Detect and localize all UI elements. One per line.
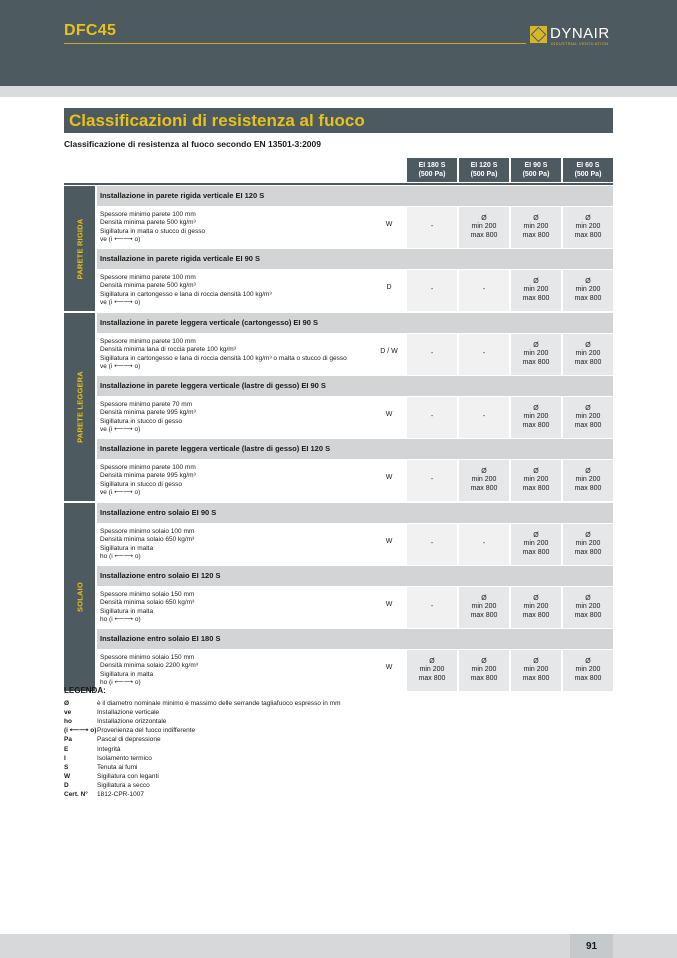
table-row bbox=[97, 270, 613, 311]
sealing-code: W bbox=[385, 474, 393, 481]
table-cell bbox=[459, 650, 509, 691]
row-description: Spessore minimo parete 100 mm Densità minima parete 500 kg/m³ Sigillatura in malta o stucco di gesso ve (i ⟵⟶ o) bbox=[100, 211, 206, 244]
cell-value: Ø min 200 max 800 bbox=[522, 594, 550, 619]
cell-value: - bbox=[482, 286, 486, 294]
cell-value: Ø min 200 max 800 bbox=[522, 341, 550, 366]
table-cell bbox=[563, 460, 613, 501]
table-cell bbox=[563, 397, 613, 438]
table-cell bbox=[563, 207, 613, 248]
column-header: EI 90 S (500 Pa) bbox=[511, 158, 561, 182]
table-cell bbox=[407, 334, 457, 375]
sealing-code: W bbox=[385, 538, 393, 545]
table-cell bbox=[563, 587, 613, 628]
column-header: EI 120 S (500 Pa) bbox=[459, 158, 509, 182]
table-cell bbox=[459, 524, 509, 565]
table-row bbox=[97, 207, 613, 248]
group-label-text: PARETE LEGGERA bbox=[75, 371, 84, 443]
table-cell bbox=[511, 207, 561, 248]
legend-key: (i ⟵⟶ o) bbox=[64, 727, 97, 735]
column-header: EI 60 S (500 Pa) bbox=[563, 158, 613, 182]
row-description: Spessore minimo parete 100 mm Densità minima parete 500 kg/m³ Sigillatura in cartongesso e lana di roccia densità 100 kg/m³ ve (i ⟵⟶ o) bbox=[100, 274, 272, 307]
legend-key: D bbox=[64, 781, 69, 789]
table-cell bbox=[563, 524, 613, 565]
legend-key: I bbox=[64, 754, 66, 762]
legend-key: ve bbox=[64, 709, 72, 717]
table-row bbox=[97, 587, 613, 628]
block-heading bbox=[97, 503, 613, 523]
brand-logo bbox=[530, 26, 620, 46]
block-heading-text: Installazione in parete rigida verticale EI 120 S bbox=[100, 191, 265, 200]
legend-text: Integrità bbox=[97, 745, 121, 753]
sealing-code: W bbox=[385, 664, 393, 671]
group-label-text: PARETE RIGIDA bbox=[75, 218, 84, 279]
legend-title: LEGENDA: bbox=[64, 686, 106, 695]
top-header-bar bbox=[0, 0, 677, 86]
cell-value: Ø min 200 max 800 bbox=[418, 657, 446, 682]
cell-value: Ø min 200 max 800 bbox=[522, 214, 550, 239]
legend-key: S bbox=[64, 763, 69, 771]
cell-value: Ø min 200 max 800 bbox=[522, 277, 550, 302]
legend-key: W bbox=[64, 772, 71, 780]
section-title-bar bbox=[64, 108, 613, 133]
block-heading bbox=[97, 313, 613, 333]
cell-value: Ø min 200 max 800 bbox=[522, 467, 550, 492]
section-title: Classificazioni di resistenza al fuoco bbox=[69, 111, 365, 130]
cell-value: - bbox=[482, 540, 486, 548]
block-heading bbox=[97, 249, 613, 269]
table-cell bbox=[511, 524, 561, 565]
legend-text: Isolamento termico bbox=[97, 754, 152, 762]
block-heading-text: Installazione entro solaio EI 90 S bbox=[100, 508, 217, 517]
row-description: Spessore minimo parete 100 mm Densità minima lana di roccia parete 100 kg/m³ Sigillatura in cartongesso e lana di roccia densità 100 kg/m³ o malta o stucco di gesso ve (i ⟵⟶ o) bbox=[100, 338, 347, 371]
cell-value: - bbox=[430, 223, 434, 231]
block-heading-text: Installazione entro solaio EI 180 S bbox=[100, 634, 221, 643]
table-cell bbox=[407, 650, 457, 691]
cell-value: Ø min 200 max 800 bbox=[574, 657, 602, 682]
block-heading bbox=[97, 629, 613, 649]
row-description: Spessore minimo parete 70 mm Densità minima parete 995 kg/m³ Sigillatura in stucco di gesso ve (i ⟵⟶ o) bbox=[100, 401, 196, 434]
legend-text: Sigillatura a secco bbox=[97, 781, 150, 789]
legend-key: Pa bbox=[64, 736, 72, 744]
section-subtitle: Classificazione di resistenza al fuoco secondo EN 13501-3:2009 bbox=[64, 139, 321, 149]
table-cell bbox=[511, 587, 561, 628]
row-description: Spessore minimo solaio 150 mm Densità minima solaio 650 kg/m³ Sigillatura in malta ho (i ⟵⟶ o) bbox=[100, 591, 195, 624]
cell-value: - bbox=[430, 476, 434, 484]
cell-value: - bbox=[430, 286, 434, 294]
sealing-code: W bbox=[385, 601, 393, 608]
cell-value: Ø min 200 max 800 bbox=[574, 404, 602, 429]
table-cell bbox=[407, 207, 457, 248]
table-cell bbox=[563, 270, 613, 311]
header-rule bbox=[64, 183, 613, 185]
table-cell bbox=[459, 397, 509, 438]
cell-value: Ø min 200 max 800 bbox=[574, 341, 602, 366]
block-heading-text: Installazione entro solaio EI 120 S bbox=[100, 571, 221, 580]
sealing-code: D / W bbox=[380, 348, 398, 355]
group-side-label bbox=[64, 313, 95, 501]
table-cell bbox=[511, 460, 561, 501]
column-header: EI 180 S (500 Pa) bbox=[407, 158, 457, 182]
cell-value: Ø min 200 max 800 bbox=[574, 594, 602, 619]
block-heading bbox=[97, 566, 613, 586]
legend-text: Tenuta ai fumi bbox=[97, 763, 138, 771]
table-cell bbox=[511, 397, 561, 438]
table-cell bbox=[511, 334, 561, 375]
table-row bbox=[97, 397, 613, 438]
table-cell bbox=[407, 587, 457, 628]
cell-value: Ø min 200 max 800 bbox=[522, 404, 550, 429]
group-side-label bbox=[64, 186, 95, 311]
block-heading-text: Installazione in parete leggera verticale (cartongesso) EI 90 S bbox=[100, 318, 318, 327]
block-heading bbox=[97, 186, 613, 206]
cell-value: Ø min 200 max 800 bbox=[574, 214, 602, 239]
cell-value: Ø min 200 max 800 bbox=[470, 467, 498, 492]
cell-value: - bbox=[430, 540, 434, 548]
table-cell bbox=[459, 270, 509, 311]
legend-text: 1812-CPR-1007 bbox=[97, 791, 144, 798]
row-description: Spessore minimo solaio 150 mm Densità minima solaio 2200 kg/m³ Sigillatura in malta ho (i ⟵⟶ o) bbox=[100, 654, 198, 687]
block-heading-text: Installazione in parete rigida verticale EI 90 S bbox=[100, 254, 261, 263]
legend-text: Installazione verticale bbox=[97, 709, 160, 717]
table-cell bbox=[407, 524, 457, 565]
block-heading-text: Installazione in parete leggera verticale (lastre di gesso) EI 120 S bbox=[100, 444, 331, 453]
table-cell bbox=[459, 207, 509, 248]
legend-key: ho bbox=[64, 718, 72, 726]
table-cell bbox=[459, 460, 509, 501]
group-label-text: SOLAIO bbox=[75, 582, 84, 612]
table-cell bbox=[563, 334, 613, 375]
cell-value: - bbox=[430, 350, 434, 358]
group-side-label bbox=[64, 503, 95, 691]
table-cell bbox=[459, 587, 509, 628]
logo-subtext: INDUSTRIAL VENTILATION bbox=[551, 41, 609, 46]
table-cell bbox=[407, 397, 457, 438]
row-description: Spessore minimo parete 100 mm Densità minima parete 995 kg/m³ Sigillatura in stucco di gesso ve (i ⟵⟶ o) bbox=[100, 464, 196, 497]
sealing-code: W bbox=[385, 411, 393, 418]
cell-value: - bbox=[482, 350, 486, 358]
table-cell bbox=[511, 270, 561, 311]
legend-key: E bbox=[64, 745, 69, 753]
table-cell bbox=[563, 650, 613, 691]
table-row bbox=[97, 524, 613, 565]
table-row bbox=[97, 460, 613, 501]
block-heading bbox=[97, 439, 613, 459]
legend-key: Cert. N° bbox=[64, 791, 88, 798]
page-number: 91 bbox=[585, 941, 598, 952]
legend-text: Provenienza del fuoco indifferente bbox=[97, 727, 196, 735]
product-code: DFC45 bbox=[64, 22, 117, 39]
table-cell bbox=[407, 460, 457, 501]
table-cell bbox=[459, 334, 509, 375]
legend-text: Sigillatura con leganti bbox=[97, 772, 159, 780]
table-row bbox=[97, 334, 613, 375]
sealing-code: D bbox=[386, 284, 392, 291]
cell-value: Ø min 200 max 800 bbox=[574, 277, 602, 302]
logo-mark-icon bbox=[530, 26, 547, 43]
cell-value: - bbox=[430, 413, 434, 421]
cell-value: Ø min 200 max 800 bbox=[470, 214, 498, 239]
sealing-code: W bbox=[385, 221, 393, 228]
table-row bbox=[97, 650, 613, 691]
table-cell bbox=[511, 650, 561, 691]
block-heading bbox=[97, 376, 613, 396]
block-heading-text: Installazione in parete leggera verticale (lastre di gesso) EI 90 S bbox=[100, 381, 326, 390]
cell-value: Ø min 200 max 800 bbox=[574, 531, 602, 556]
cell-value: Ø min 200 max 800 bbox=[470, 657, 498, 682]
legend-text: Pascal di depressione bbox=[97, 736, 161, 744]
cell-value: - bbox=[482, 413, 486, 421]
cell-value: - bbox=[430, 603, 434, 611]
legend-key: Ø bbox=[64, 700, 70, 707]
page-number-box bbox=[570, 934, 613, 958]
cell-value: Ø min 200 max 800 bbox=[522, 531, 550, 556]
cell-value: Ø min 200 max 800 bbox=[574, 467, 602, 492]
logo-wordmark: DYNAIR bbox=[550, 25, 610, 42]
row-description: Spessore minimo solaio 100 mm Densità minima solaio 650 kg/m³ Sigillatura in malta ho (i ⟵⟶ o) bbox=[100, 528, 195, 561]
cell-value: Ø min 200 max 800 bbox=[470, 594, 498, 619]
legend-text: è il diametro nominale minimo e massimo delle serrande tagliafuoco espresso in mm bbox=[97, 700, 341, 707]
legend-text: Installazione orizzontale bbox=[97, 718, 167, 726]
header-divider-bar bbox=[0, 86, 677, 97]
table-cell bbox=[407, 270, 457, 311]
cell-value: Ø min 200 max 800 bbox=[522, 657, 550, 682]
header-rule bbox=[64, 43, 526, 44]
